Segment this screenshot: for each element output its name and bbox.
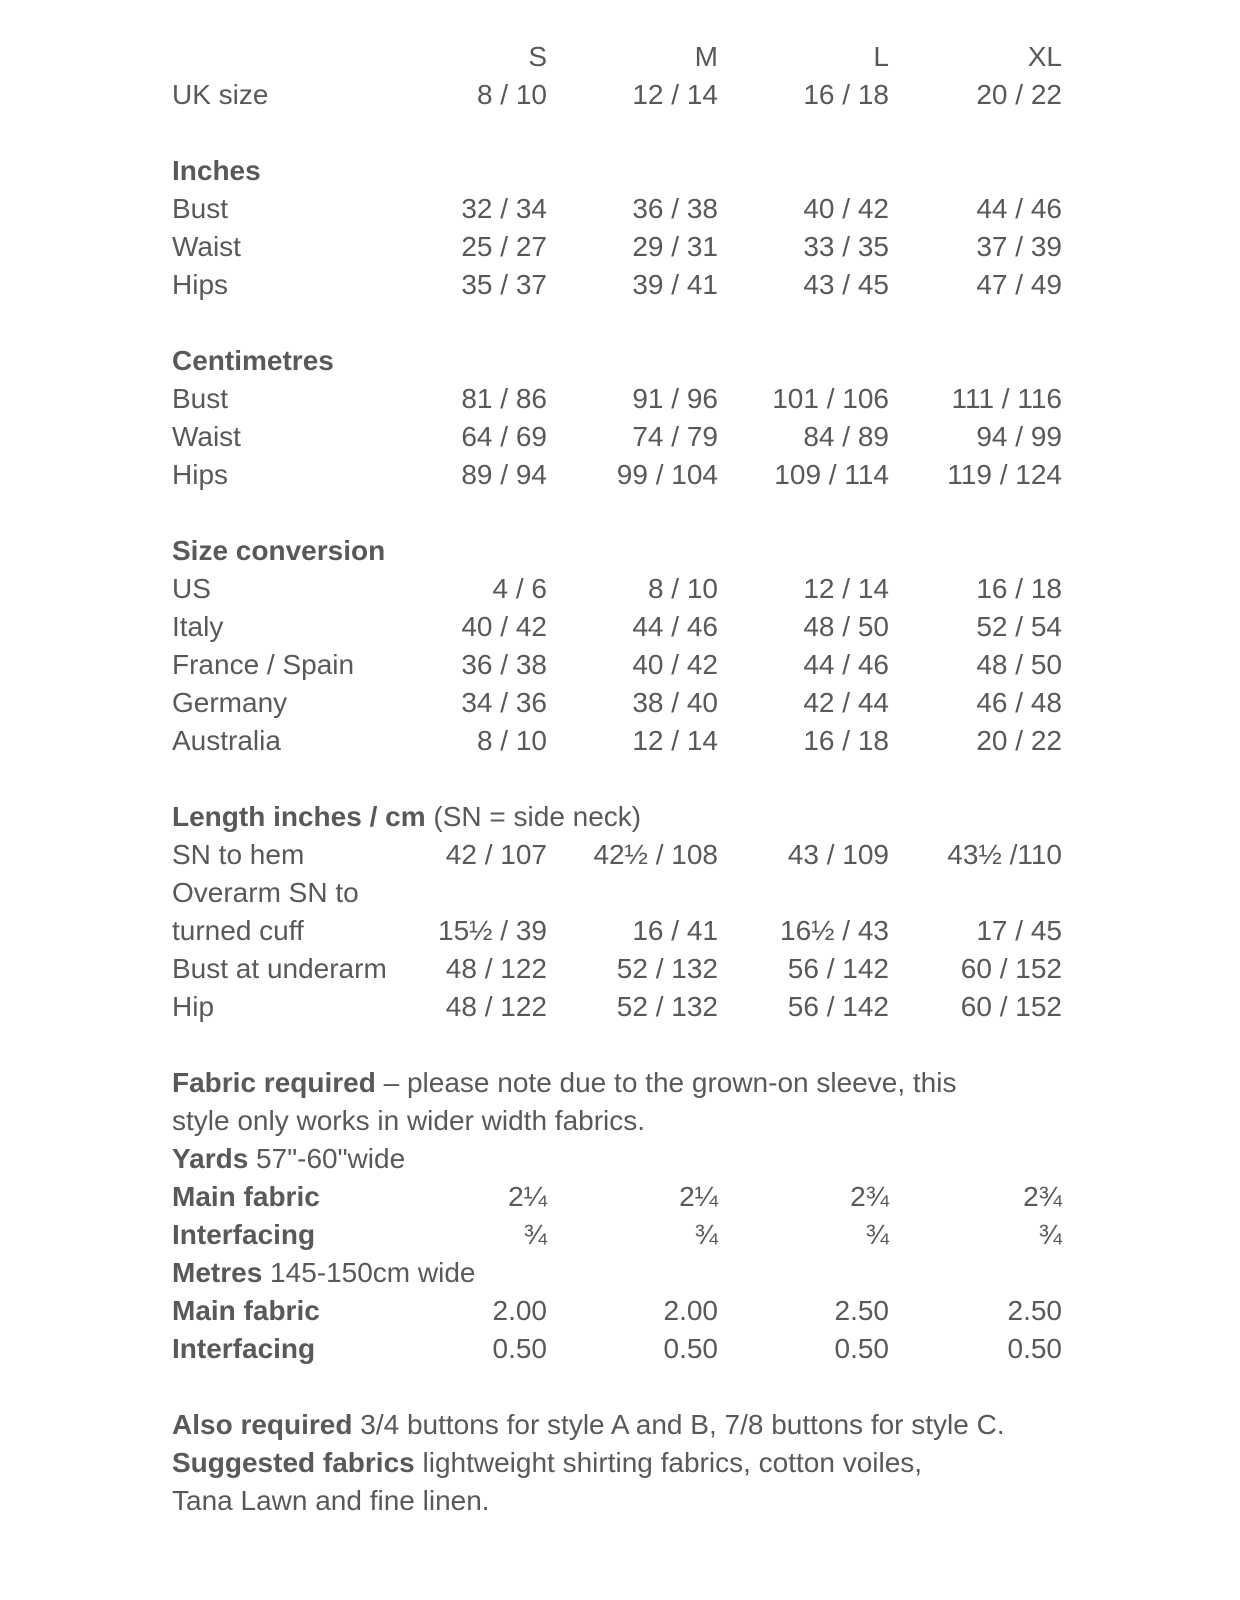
cell-value: 16½ / 43 (780, 915, 889, 946)
cell-value: 0.50 (834, 1333, 889, 1364)
table-row (172, 988, 1060, 1026)
row-label: Overarm SN to (172, 877, 359, 908)
row-label: Waist (172, 421, 241, 452)
cell-value: 37 / 39 (976, 231, 1062, 262)
cell-value: 2¼ (508, 1181, 547, 1212)
cell-value: 33 / 35 (803, 231, 889, 262)
table-row (172, 950, 1060, 988)
cell-value: 48 / 122 (445, 953, 547, 984)
cell-value: 4 / 6 (492, 573, 547, 604)
cell-value: 32 / 34 (461, 193, 547, 224)
cell-value: 48 / 122 (445, 991, 547, 1022)
cell-value: 25 / 27 (461, 231, 547, 262)
table-row (172, 912, 1060, 950)
metres-width-note: 145-150cm wide (262, 1257, 476, 1288)
row-label: turned cuff (172, 915, 304, 946)
cell-value: 0.50 (492, 1333, 547, 1364)
spacer-cell (172, 38, 376, 76)
suggested-fabrics-label: Suggested fabrics (172, 1447, 415, 1478)
cell-value: ¾ (865, 1219, 889, 1250)
table-row (172, 228, 1060, 266)
suggested-fabrics-text: lightweight shirting fabrics, cotton voiles, (414, 1447, 923, 1478)
cell-value: 34 / 36 (461, 687, 547, 718)
cell-value: 48 / 50 (803, 611, 889, 642)
cell-value: 74 / 79 (632, 421, 718, 452)
column-header-m: M (694, 41, 718, 72)
cell-value: 2.50 (834, 1295, 889, 1326)
metres-heading (172, 1254, 1060, 1292)
length-title-note: (SN = side neck) (425, 801, 642, 832)
table-row (172, 1292, 1060, 1330)
centimetres-section-title: Centimetres (172, 345, 334, 376)
cell-value: 42½ / 108 (593, 839, 718, 870)
size-conversion-section (172, 532, 1060, 760)
row-label: Main fabric (172, 1181, 320, 1212)
fabric-section (172, 1064, 1060, 1368)
cell-value: 109 / 114 (774, 459, 889, 490)
table-row (172, 418, 1060, 456)
table-row (172, 456, 1060, 494)
cell-value: 8 / 10 (647, 573, 718, 604)
cell-value: 111 / 116 (951, 383, 1062, 414)
cell-value: 46 / 48 (976, 687, 1062, 718)
row-label: Waist (172, 231, 241, 262)
cell-value: 12 / 14 (632, 79, 718, 110)
yards-label: Yards (172, 1143, 249, 1174)
row-label: Interfacing (172, 1333, 316, 1364)
column-header-l: L (873, 41, 889, 72)
cell-value: 56 / 142 (787, 953, 889, 984)
cell-value: 12 / 14 (803, 573, 889, 604)
also-required-text: 3/4 buttons for style A and B, 7/8 buttons for style C. (352, 1409, 1005, 1440)
cell-value: 0.50 (1007, 1333, 1062, 1364)
cell-value: 8 / 10 (476, 725, 547, 756)
cell-value: 99 / 104 (616, 459, 718, 490)
inches-section-title: Inches (172, 155, 261, 186)
cell-value: 16 / 18 (976, 573, 1062, 604)
cell-value (547, 874, 718, 912)
cell-value: 40 / 42 (632, 649, 718, 680)
row-label: France / Spain (172, 649, 355, 680)
column-header-s: S (528, 41, 547, 72)
notes-section (172, 1406, 1060, 1520)
cell-value: 20 / 22 (976, 725, 1062, 756)
row-label: Main fabric (172, 1295, 320, 1326)
cell-value: 42 / 107 (445, 839, 547, 870)
table-row (172, 1216, 1060, 1254)
row-label: Hip (172, 991, 215, 1022)
row-label: Bust at underarm (172, 953, 387, 984)
cell-value: 60 / 152 (960, 953, 1062, 984)
cell-value: 17 / 45 (976, 915, 1062, 946)
table-row (172, 836, 1060, 874)
cell-value: 8 / 10 (476, 79, 547, 110)
cell-value: 29 / 31 (632, 231, 718, 262)
fabric-required-label: Fabric required (172, 1067, 376, 1098)
table-row (172, 1330, 1060, 1368)
table-row (172, 722, 1060, 760)
cell-value: 36 / 38 (461, 649, 547, 680)
cell-value: 44 / 46 (976, 193, 1062, 224)
row-label: Interfacing (172, 1219, 316, 1250)
cell-value: ¾ (1038, 1219, 1062, 1250)
cell-value: 2.00 (492, 1295, 547, 1326)
table-row (172, 570, 1060, 608)
cell-value: 38 / 40 (632, 687, 718, 718)
row-label: Germany (172, 687, 288, 718)
cell-value: 52 / 132 (616, 991, 718, 1022)
cell-value: 40 / 42 (803, 193, 889, 224)
table-row (172, 266, 1060, 304)
cell-value: 94 / 99 (976, 421, 1062, 452)
cell-value: 47 / 49 (976, 269, 1062, 300)
also-required-label: Also required (172, 1409, 353, 1440)
row-label: SN to hem (172, 839, 305, 870)
cell-value: 89 / 94 (461, 459, 547, 490)
cell-value: 16 / 18 (803, 79, 889, 110)
cell-value: 52 / 54 (976, 611, 1062, 642)
cell-value: 48 / 50 (976, 649, 1062, 680)
cell-value: 20 / 22 (976, 79, 1062, 110)
cell-value: 43 / 45 (803, 269, 889, 300)
cell-value: ¾ (694, 1219, 718, 1250)
cell-value (718, 874, 889, 912)
cell-value: 44 / 46 (632, 611, 718, 642)
size-letters-row (172, 38, 1060, 76)
cell-value: 15½ / 39 (438, 915, 547, 946)
cell-value: 56 / 142 (787, 991, 889, 1022)
cell-value: 39 / 41 (632, 269, 718, 300)
fabric-intro-rest: – please note due to the grown-on sleeve, this (375, 1067, 957, 1098)
cell-value (889, 874, 1062, 912)
cell-value: ¾ (523, 1219, 547, 1250)
cell-value: 16 / 41 (632, 915, 718, 946)
table-row (172, 874, 1060, 912)
size-chart-page (172, 38, 1060, 1520)
cell-value: 44 / 46 (803, 649, 889, 680)
cell-value: 16 / 18 (803, 725, 889, 756)
cell-value: 35 / 37 (461, 269, 547, 300)
cell-value: 43½ /110 (947, 839, 1062, 870)
yards-width-note: 57"-60"wide (248, 1143, 406, 1174)
fabric-intro-line1 (172, 1064, 1060, 1102)
cell-value: 119 / 124 (947, 459, 1062, 490)
table-row (172, 190, 1060, 228)
cell-value: 81 / 86 (461, 383, 547, 414)
cell-value: 60 / 152 (960, 991, 1062, 1022)
cell-value: 2¼ (679, 1181, 718, 1212)
table-row (172, 608, 1060, 646)
cell-value: 43 / 109 (787, 839, 889, 870)
column-header-xl: XL (1027, 41, 1062, 72)
metres-label: Metres (172, 1257, 263, 1288)
suggested-fabrics-line (172, 1444, 1060, 1482)
fabric-intro-line2: style only works in wider width fabrics. (172, 1105, 646, 1136)
cell-value: 0.50 (663, 1333, 718, 1364)
row-label: Italy (172, 611, 224, 642)
cell-value: 2.50 (1007, 1295, 1062, 1326)
row-label: Hips (172, 459, 229, 490)
yards-heading (172, 1140, 1060, 1178)
suggested-fabrics-continued: Tana Lawn and fine linen. (172, 1485, 490, 1516)
cell-value: 36 / 38 (632, 193, 718, 224)
centimetres-section (172, 342, 1060, 494)
row-label: Bust (172, 383, 229, 414)
table-row (172, 646, 1060, 684)
cell-value: 12 / 14 (632, 725, 718, 756)
cell-value: 2¾ (850, 1181, 889, 1212)
table-row (172, 380, 1060, 418)
cell-value (376, 874, 547, 912)
row-label: UK size (172, 79, 269, 110)
size-header-block (172, 38, 1060, 114)
size-conversion-section-title: Size conversion (172, 535, 386, 566)
also-required-line (172, 1406, 1060, 1444)
cell-value: 52 / 132 (616, 953, 718, 984)
cell-value: 40 / 42 (461, 611, 547, 642)
inches-section (172, 152, 1060, 304)
cell-value: 84 / 89 (803, 421, 889, 452)
row-label: US (172, 573, 211, 604)
cell-value: 2¾ (1023, 1181, 1062, 1212)
table-row (172, 1178, 1060, 1216)
uk-size-row (172, 76, 1060, 114)
length-section (172, 798, 1060, 1026)
cell-value: 2.00 (663, 1295, 718, 1326)
cell-value: 101 / 106 (772, 383, 889, 414)
row-label: Bust (172, 193, 229, 224)
length-title-text: Length inches / cm (172, 801, 426, 832)
length-section-title (172, 798, 1060, 836)
row-label: Hips (172, 269, 229, 300)
cell-value: 64 / 69 (461, 421, 547, 452)
cell-value: 91 / 96 (632, 383, 718, 414)
row-label: Australia (172, 725, 281, 756)
cell-value: 42 / 44 (803, 687, 889, 718)
table-row (172, 684, 1060, 722)
